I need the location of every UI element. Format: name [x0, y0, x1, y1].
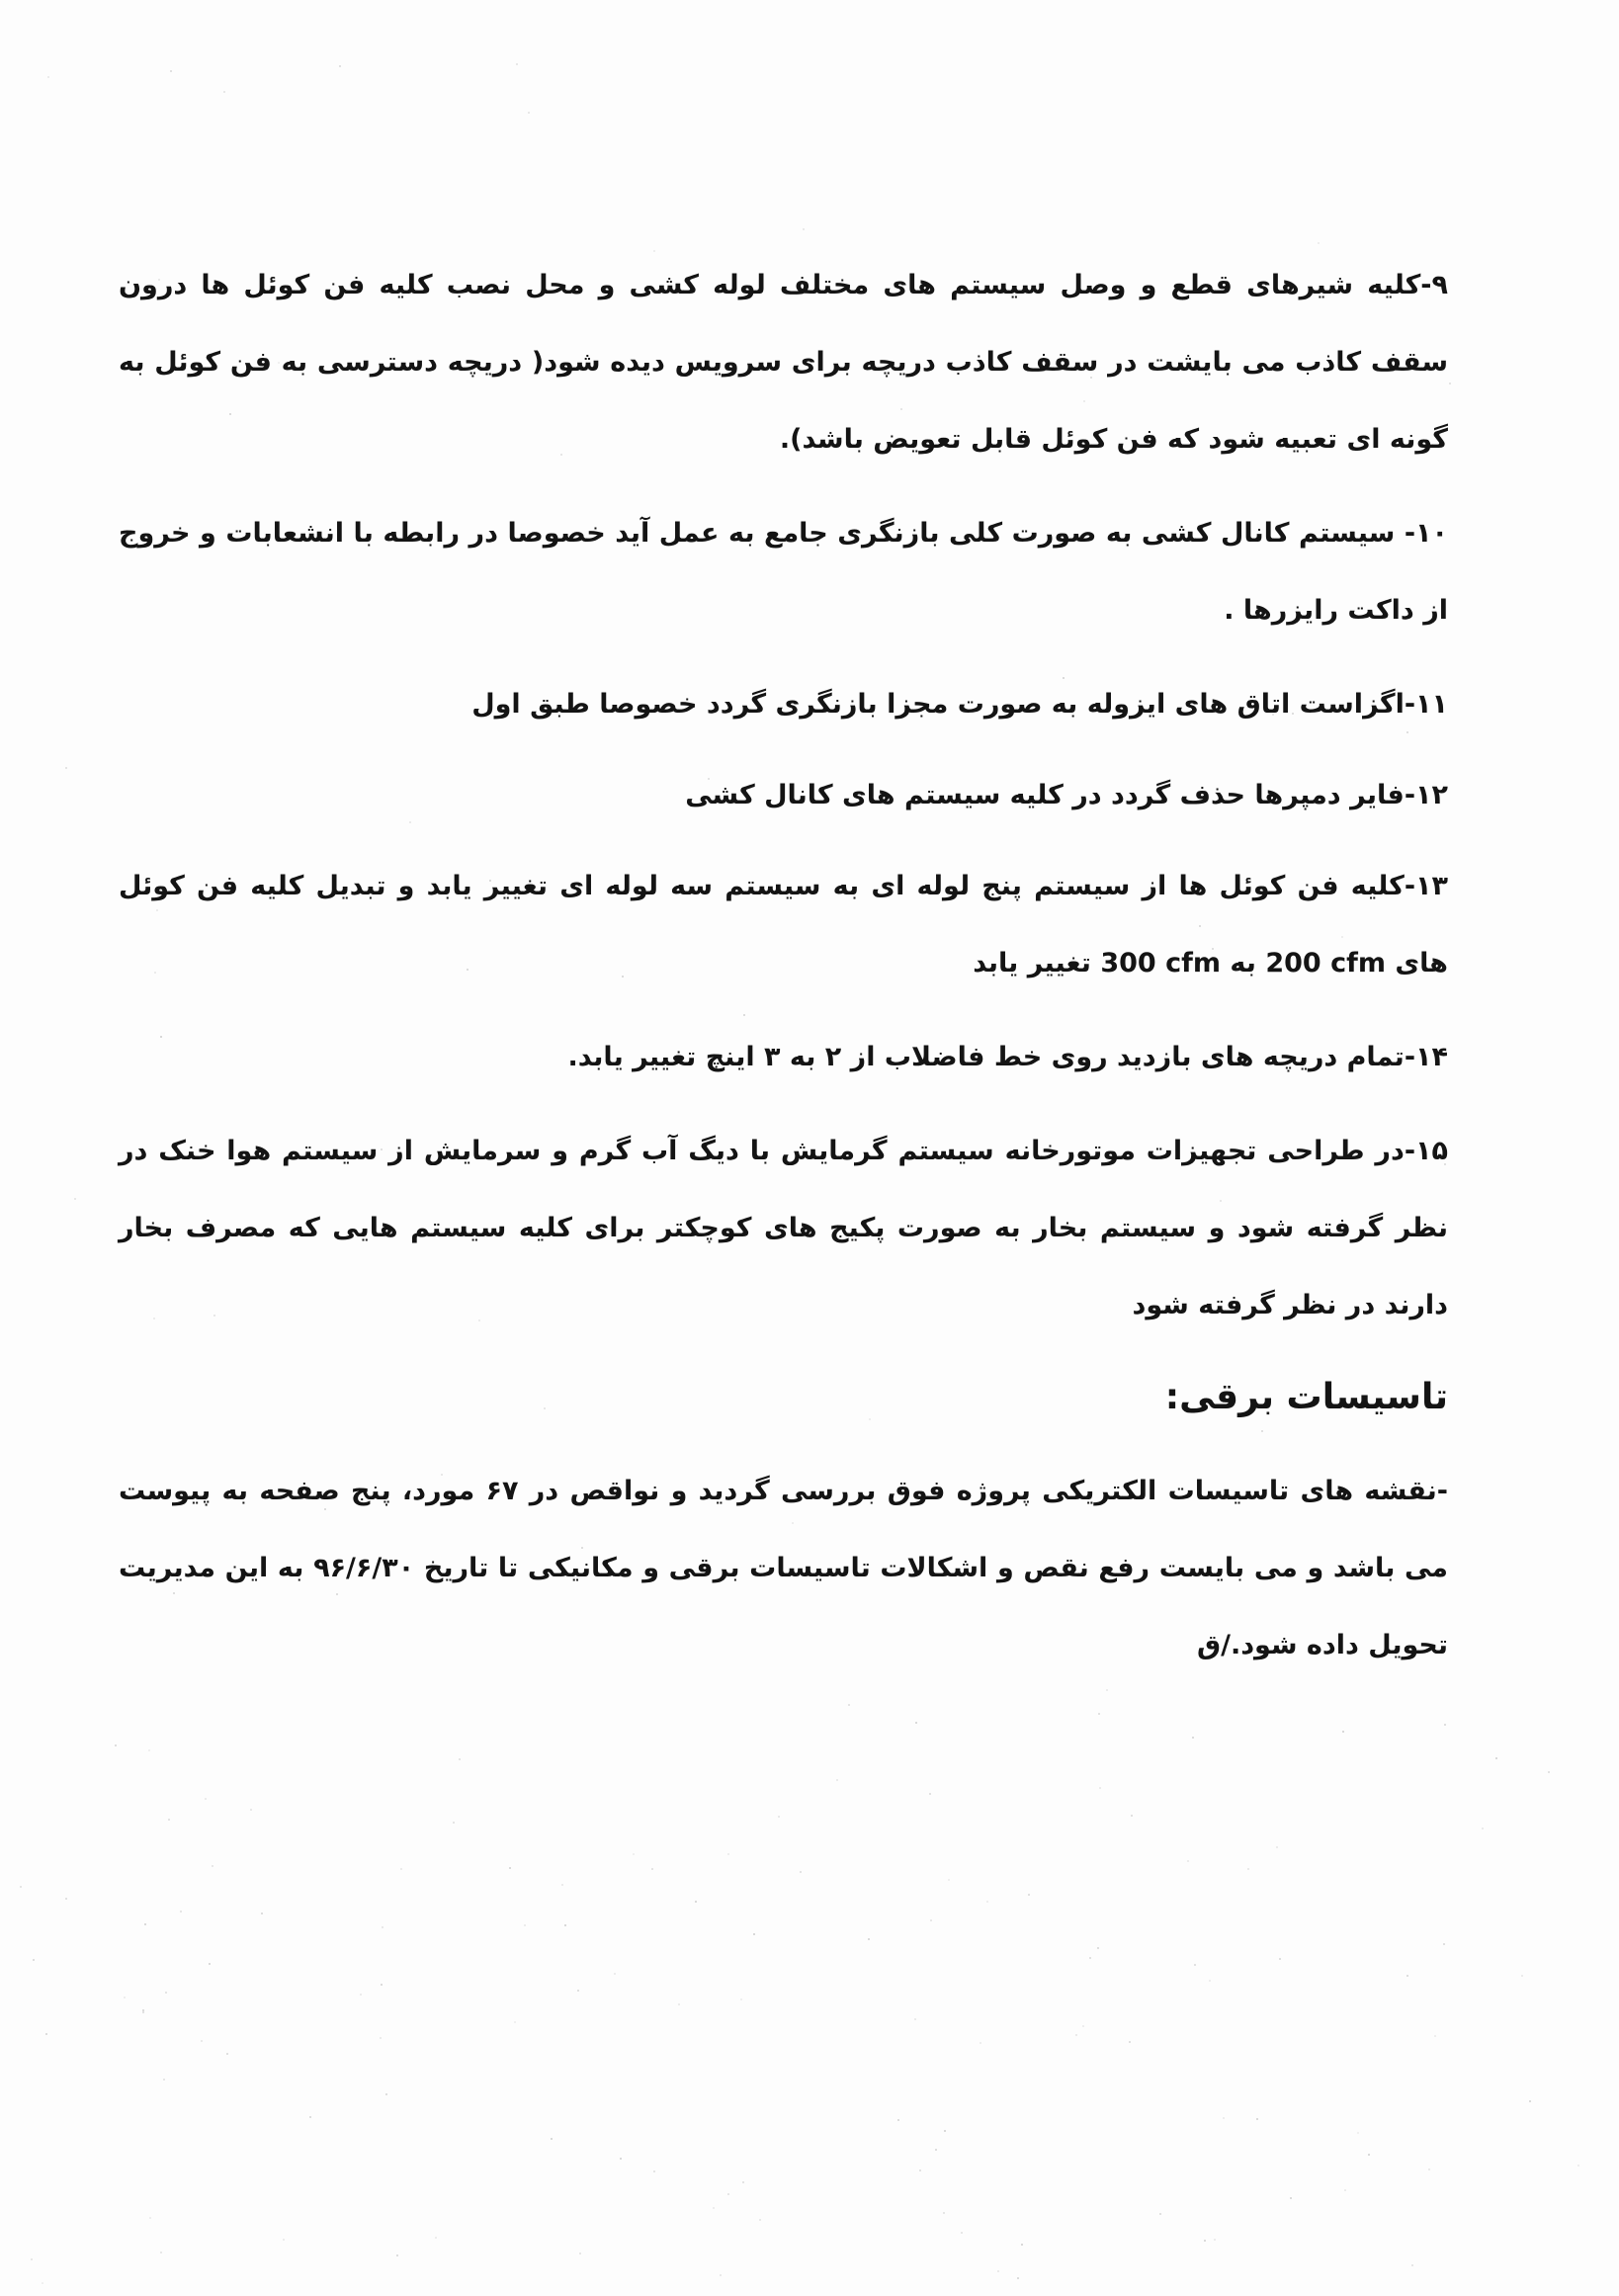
scan-speck [205, 1798, 207, 1800]
scan-speck [1449, 383, 1451, 384]
item-13-text-after: تغییر یابد [973, 948, 1091, 978]
scan-speck [919, 2169, 921, 2171]
scan-speck [980, 2042, 981, 2044]
item-10: ۱۰- سیستم کانال کشی به صورت کلی بازنگری جامع به عمل آید خصوصا در رابطه با انشعابات و خروج از داکت رایزرها . [119, 518, 1448, 626]
scan-speck [163, 2079, 165, 2081]
scan-speck [943, 2212, 945, 2214]
scan-speck [1223, 2117, 1225, 2119]
scan-speck [551, 2138, 553, 2140]
scan-speck [986, 1901, 988, 1903]
scan-speck [915, 1722, 917, 1724]
scan-speck [1089, 1957, 1091, 1959]
scan-speck [142, 2011, 144, 2013]
scan-speck [223, 91, 225, 93]
scan-speck [1482, 1828, 1484, 1829]
item-13-old-value: 200 cfm [1265, 948, 1386, 978]
item-11: ۱۱-اگزاست اتاق های ایزوله به صورت مجزا بازنگری گردد خصوصا طبق اول [471, 689, 1448, 720]
scan-speck [914, 2018, 916, 2020]
scan-speck [382, 1926, 383, 1928]
scan-speck [695, 1901, 697, 1903]
item-13 [119, 848, 1448, 1002]
scan-speck [459, 1758, 461, 1760]
scan-speck [1342, 1731, 1344, 1733]
scan-speck [1279, 1958, 1281, 1960]
scan-speck [577, 1990, 579, 1992]
scan-speck [1411, 2264, 1413, 2266]
scan-speck [1443, 1943, 1445, 1945]
scan-speck [961, 2232, 963, 2234]
scan-speck [400, 1868, 402, 1870]
scan-speck [713, 2207, 715, 2209]
scan-speck [803, 228, 805, 230]
scan-speck [1028, 1894, 1030, 1896]
scan-speck [579, 2253, 581, 2254]
scan-speck [1099, 1787, 1101, 1789]
scan-speck [226, 2053, 228, 2055]
scan-speck [1098, 1713, 1100, 1715]
scan-speck [948, 1879, 950, 1881]
scan-speck [564, 1924, 566, 1926]
scan-speck [435, 2237, 437, 2239]
scan-speck [65, 767, 67, 769]
scan-speck [935, 2149, 937, 2151]
scan-speck [1097, 1947, 1099, 1949]
scan-speck [165, 1992, 167, 1994]
scan-speck [1357, 2132, 1359, 2134]
scan-speck [800, 1871, 802, 1873]
scan-speck [1247, 1868, 1249, 1870]
scan-speck [396, 2254, 398, 2256]
scan-speck [1276, 1846, 1278, 1848]
scan-speck [31, 2258, 33, 2260]
scan-speck [360, 1994, 362, 1996]
scan-speck [1129, 2041, 1131, 2043]
scan-speck [836, 1779, 838, 1781]
scan-speck [168, 1819, 170, 1821]
scan-speck [1521, 1975, 1523, 1977]
scan-speck [727, 2193, 729, 2195]
scan-speck [309, 2116, 311, 2118]
scan-speck [509, 1867, 511, 1869]
item-13-text: ۱۳-کلیه فن کوئل ها از سیستم پنج لوله ای به سیستم سه لوله ای تغییر یابد و تبدیل کلیه فن کوئل های [119, 871, 1448, 978]
scan-speck [47, 76, 49, 78]
scan-speck [1192, 1737, 1194, 1739]
scan-speck [1290, 2197, 1292, 2199]
scan-speck [868, 1938, 870, 1940]
scan-speck [1082, 2025, 1084, 2027]
scan-speck [201, 2040, 203, 2042]
scan-speck [261, 1913, 263, 1914]
scan-speck [20, 1886, 22, 1888]
scan-speck [930, 1919, 932, 1921]
scan-speck [1131, 1815, 1133, 1817]
scan-speck [651, 1868, 653, 1870]
scan-speck [653, 2170, 655, 2172]
scan-speck [1495, 1757, 1497, 1759]
scan-speck [1194, 1964, 1196, 1966]
scan-speck [453, 1822, 455, 1824]
scan-speck [1159, 2213, 1161, 2215]
scan-speck [149, 2217, 151, 2219]
scan-speck [929, 1793, 931, 1795]
scan-speck [385, 2093, 387, 2095]
item-15: ۱۵-در طراحی تجهیزات موتورخانه سیستم گرمایش با دیگ آب گرم و سرمایش از سیستم هوا خنک در نظر گرفته شود و سیستم بخار به صورت پکیج های کوچکتر برای کلیه سیستم هایی که مصرف بخار دارند در نظر گرفته شود [119, 1136, 1448, 1320]
scan-speck [74, 1198, 76, 1200]
scan-speck [1434, 2035, 1436, 2037]
scan-speck [753, 1933, 755, 1935]
item-13-joiner: به [1230, 948, 1256, 978]
scan-speck [42, 2282, 43, 2284]
scan-speck [381, 1984, 383, 1986]
scan-speck [678, 2003, 680, 2005]
scan-speck [170, 70, 172, 72]
scan-speck [944, 2130, 946, 2132]
scan-speck [144, 1923, 146, 1925]
item-12: ۱۲-فایر دمپرها حذف گردد در کلیه سیستم های کانال کشی [685, 780, 1448, 810]
scan-speck [380, 2037, 382, 2039]
scan-speck [1214, 2239, 1216, 2241]
electrical-heading: تاسیسات برقی: [1164, 1377, 1448, 1417]
scan-speck [759, 2219, 761, 2221]
scan-speck [1529, 2100, 1531, 2102]
scan-speck [1428, 2168, 1430, 2170]
scan-speck [283, 2239, 285, 2241]
scan-speck [897, 2119, 899, 2121]
scan-speck [1187, 1860, 1189, 1862]
scan-speck [620, 2158, 622, 2160]
scan-speck [1256, 2118, 1258, 2120]
scan-speck [1444, 1724, 1446, 1726]
scan-speck [148, 1749, 150, 1751]
scan-speck [997, 2270, 999, 2272]
scan-speck [1318, 242, 1320, 244]
electrical-paragraph: -نقشه های تاسیسات الکتریکی پروژه فوق بررسی گردید و نواقص در ۶۷ مورد، پنج صفحه به پیوست می باشد و می بایست رفع نقص و اشکالات تاسیسات برقی و مکانیکی تا تاریخ ۹۶/۶/۳۰ به این مدیریت تحویل داده شود./ق [119, 1476, 1449, 1660]
scan-speck [209, 1963, 211, 1965]
scan-speck [1204, 2240, 1206, 2242]
scan-speck [848, 1704, 850, 1706]
item-13-new-value: 300 cfm [1100, 948, 1221, 978]
scan-speck [614, 1973, 616, 1975]
item-9: ۹-کلیه شیرهای قطع و وصل سیستم های مختلف لوله کشی و محل نصب کلیه فن کوئل ها درون سقف کاذب می بایشت در سقف کاذب دریچه برای سرویس دیده شود( دریچه دسترسی به فن کوئل به گونه ای تعبیه شود که فن کوئل قابل تعویض باشد). [119, 270, 1448, 455]
scan-speck [212, 1865, 213, 1867]
scan-speck [1548, 1771, 1550, 1773]
scan-speck [45, 2033, 47, 2035]
scan-speck [524, 1924, 526, 1926]
scan-speck [115, 1744, 117, 1746]
scan-speck [516, 63, 518, 65]
scan-speck [180, 1911, 182, 1913]
scan-speck [1209, 1980, 1211, 1982]
scan-speck [1577, 2165, 1579, 2167]
scan-speck [160, 2252, 162, 2253]
scan-speck [740, 1998, 742, 2000]
scan-speck [1406, 1975, 1408, 1977]
scan-speck [633, 1853, 635, 1855]
scan-speck [33, 1959, 35, 1961]
scan-speck [250, 1809, 252, 1811]
scan-speck [124, 1997, 126, 1998]
scan-speck [561, 1884, 563, 1886]
item-14: ۱۴-تمام دریچه های بازدید روی خط فاضلاب از ۲ به ۳ اینچ تغییر یابد. [567, 1042, 1448, 1072]
scan-speck [720, 2274, 722, 2276]
scan-speck [1021, 2244, 1023, 2246]
scan-speck [1017, 2277, 1019, 2279]
scan-speck [339, 65, 341, 67]
scan-speck [1075, 2034, 1077, 2036]
scan-speck [514, 2021, 516, 2023]
scan-speck [528, 112, 530, 114]
scan-speck [742, 2181, 744, 2183]
scan-speck [1344, 2189, 1346, 2191]
scan-speck [65, 1898, 67, 1900]
scan-speck [727, 1853, 729, 1855]
scan-speck [778, 1816, 780, 1818]
document-body [119, 247, 1448, 1701]
scan-speck [1368, 2154, 1370, 2156]
